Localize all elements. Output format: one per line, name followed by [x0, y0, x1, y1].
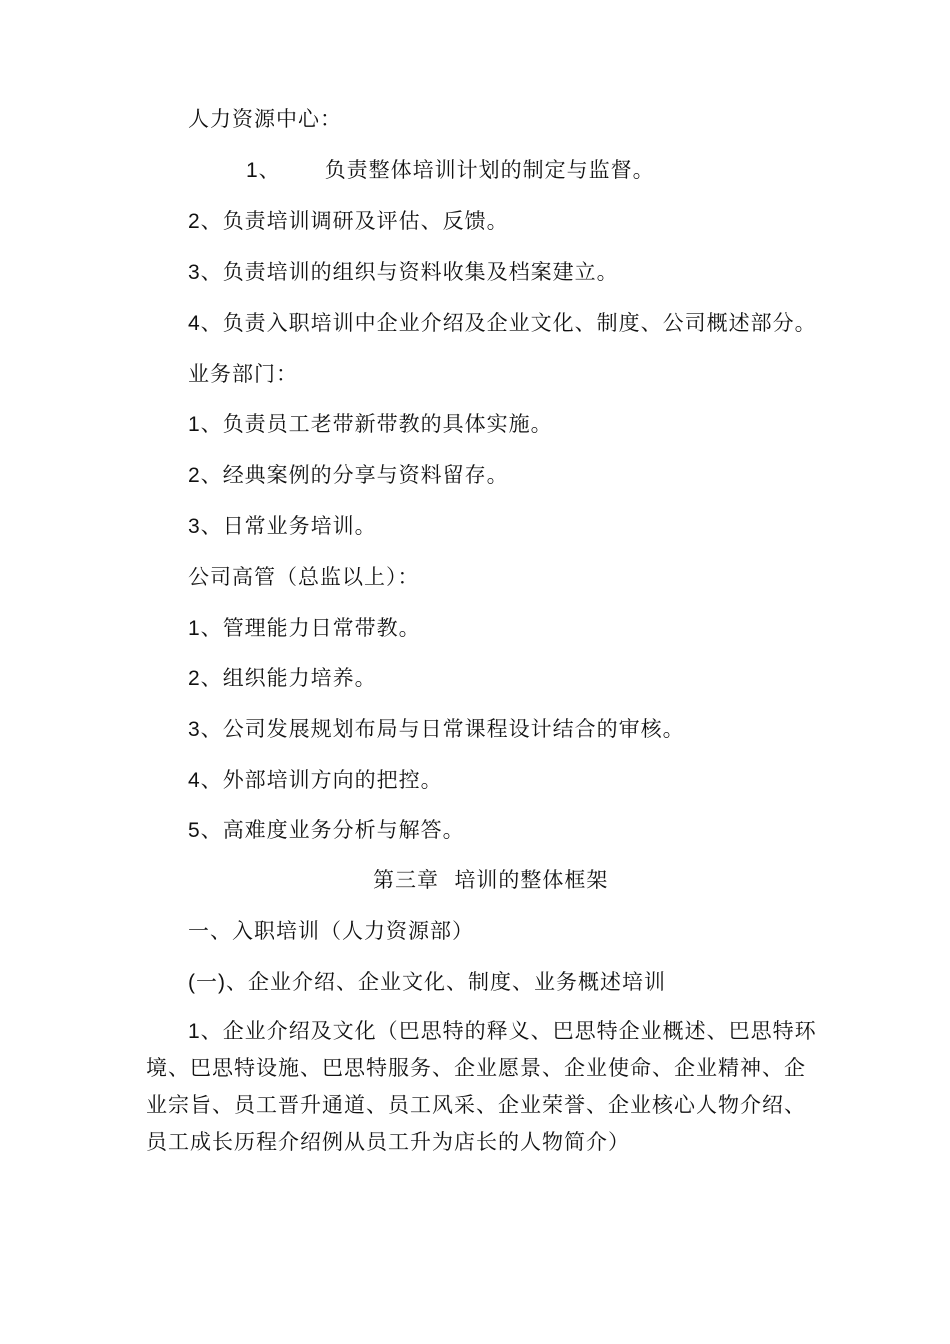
business-dept-item-2: [188, 462, 509, 489]
business-dept-item-3: [188, 513, 377, 540]
list-number: 4、: [188, 769, 223, 792]
list-number: 2、: [188, 464, 223, 487]
executives-item-2: [188, 665, 377, 692]
paragraph-text: 企业介绍及文化（巴思特的释义、巴思特企业概述、巴思特环境、巴思特设施、巴思特服务、企业愿景、企业使命、企业精神、企业宗旨、员工晋升通道、员工风采、企业荣誉、企业核心人物介绍、员工成长历程介绍例从员工升为店长的人物简介）: [146, 1019, 817, 1154]
list-text: 负责整体培训计划的制定与监督。: [324, 158, 655, 182]
subsection-text: 、企业介绍、企业文化、制度、业务概述培训: [226, 970, 666, 994]
business-dept-heading: 业务部门：: [188, 362, 298, 386]
list-number: 3、: [188, 261, 223, 284]
list-text: 高难度业务分析与解答。: [222, 818, 465, 842]
paragraph-number: 1、: [188, 1020, 223, 1043]
list-number: 2、: [188, 210, 223, 233]
section-one-paragraph: [146, 1013, 822, 1161]
section-one-subheading: [188, 969, 666, 996]
hr-center-item-2: [188, 208, 509, 235]
list-number: 1、: [246, 159, 281, 182]
list-number: 3、: [188, 718, 223, 741]
list-text: 负责员工老带新带教的具体实施。: [222, 412, 553, 436]
list-text: 经典案例的分享与资料留存。: [222, 463, 509, 487]
list-text: 负责入职培训中企业介绍及企业文化、制度、公司概述部分。: [222, 311, 817, 335]
list-text: 公司发展规划布局与日常课程设计结合的审核。: [222, 717, 685, 741]
chapter-title: 第三章 培训的整体框架: [373, 868, 609, 892]
list-number: 4、: [188, 312, 223, 335]
list-number: 2、: [188, 667, 223, 690]
hr-center-heading: 人力资源中心：: [188, 107, 342, 131]
list-number: 3、: [188, 515, 223, 538]
hr-center-item-1: [246, 157, 655, 184]
executives-item-5: [188, 817, 465, 844]
hr-center-item-3: [188, 259, 619, 286]
list-text: 负责培训的组织与资料收集及档案建立。: [222, 260, 619, 284]
list-text: 组织能力培养。: [222, 666, 377, 690]
list-text: 负责培训调研及评估、反馈。: [222, 209, 509, 233]
list-number: 5、: [188, 819, 223, 842]
list-text: 管理能力日常带教。: [222, 616, 421, 640]
executives-item-3: [188, 716, 685, 743]
section-one-heading: 一、入职培训（人力资源部）: [188, 919, 474, 943]
list-number: 1、: [188, 617, 223, 640]
executives-heading: 公司高管（总监以上）：: [188, 565, 420, 589]
executives-item-4: [188, 767, 443, 794]
executives-item-1: [188, 615, 421, 642]
list-text: 外部培训方向的把控。: [222, 768, 443, 792]
list-text: 日常业务培训。: [222, 514, 377, 538]
hr-center-item-4: [188, 310, 817, 337]
subsection-number: (一): [188, 971, 226, 994]
business-dept-item-1: [188, 411, 553, 438]
list-number: 1、: [188, 413, 223, 436]
